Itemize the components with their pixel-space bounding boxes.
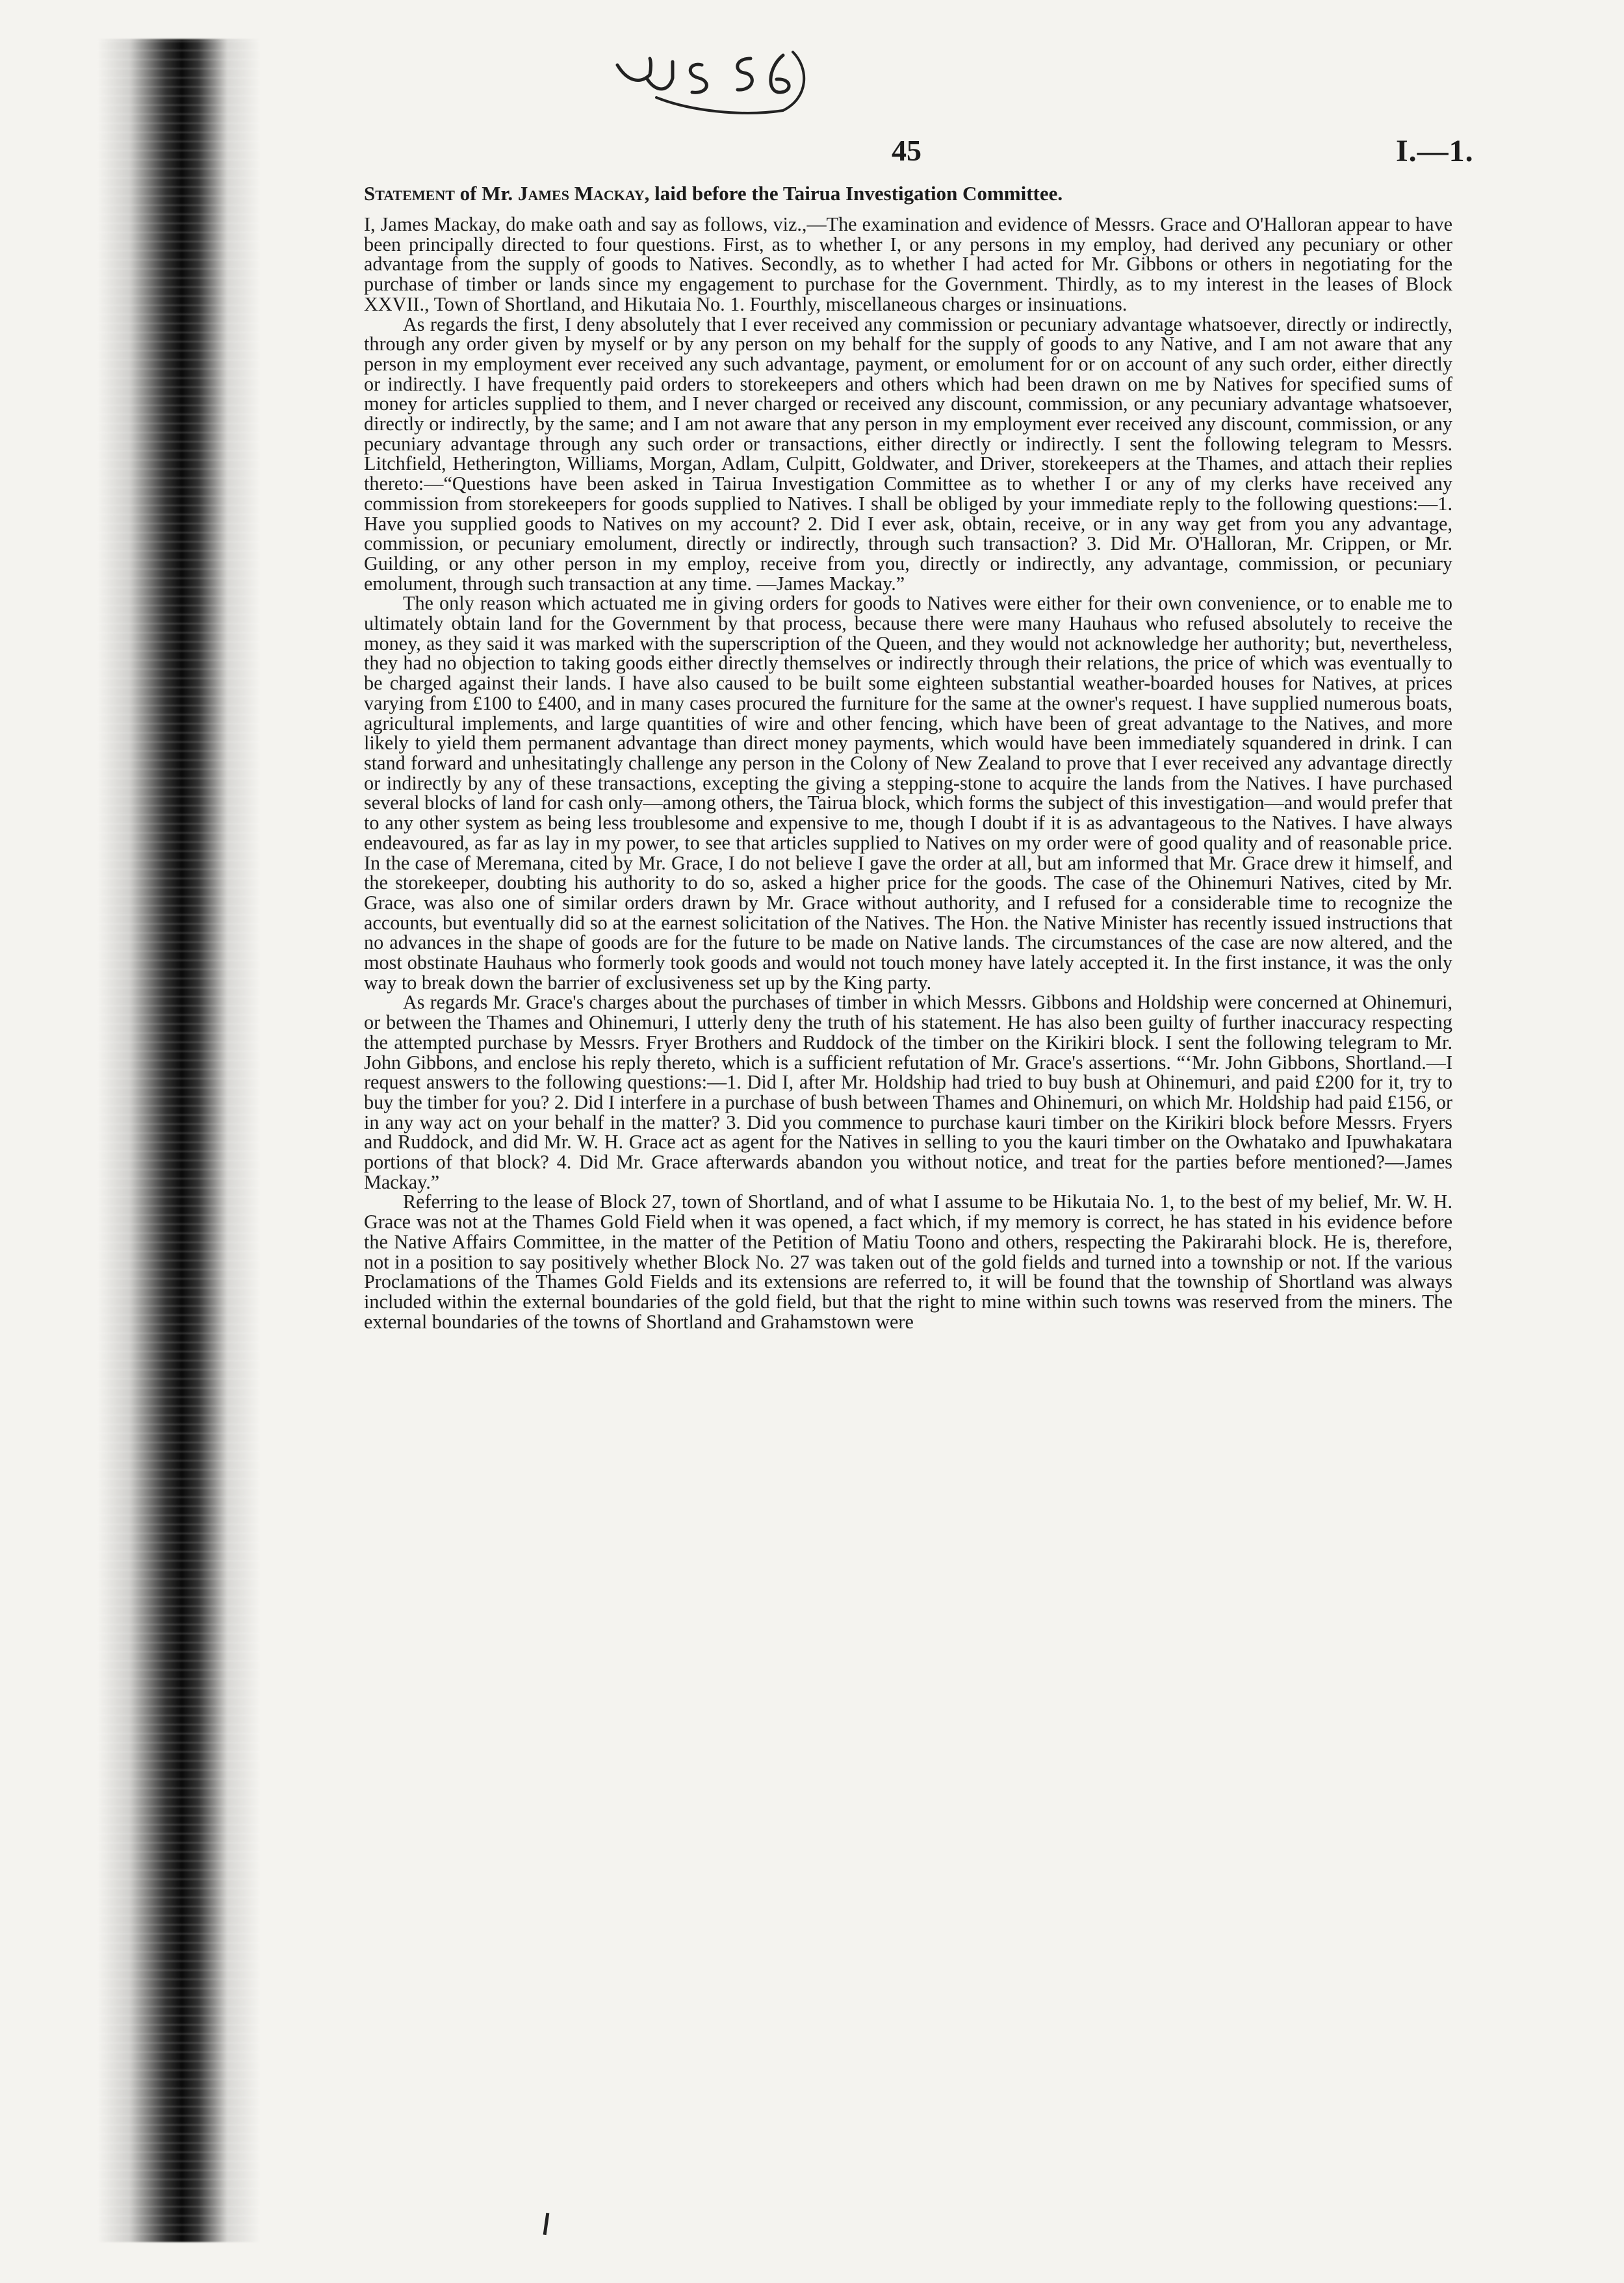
document-reference: I.—1. xyxy=(1396,134,1474,168)
paragraph-first-question: As regards the first, I deny absolutely that I ever received any commission or pecuniary advantage whatsoever, directly or indirectly, through any order given by myself or by any person on my behalf for the supply of goods to any Native, and I am not aware that any person in my employment ever received any such advantage, payment, or emolument for or on account of any such order, either directly or indirectly. I have frequently paid orders to storekeepers and others which had been drawn on me by Natives for specified sums of money for articles supplied to them, and I never charged or received any discount, commission, or any pecuniary advantage whatsoever, directly or indirectly, by the same; and I am not aware that any person in my employment ever received any discount, commission, or any pecuniary advantage through any such order or transactions, either directly or indirectly. I sent the following telegram to Messrs. Litchfield, Hetherington, Williams, Morgan, Adlam, Culpitt, Goldwater, and Driver, storekeepers at the Thames, and attach their replies thereto:—“Questions have been asked in Tairua Investigation Committee as to whether I or any of my clerks have received any commission from storekeepers for goods supplied to Natives. I shall be obliged by your immediate reply to the following questions:—1. Have you supplied goods to Natives on my account? 2. Did I ever ask, obtain, receive, or in any way get from you any advantage, commission, or pecuniary emolument, directly or indirectly, through such transaction? 3. Did Mr. O'Halloran, Mr. Crippen, or Mr. Guilding, or any other person in my employ, receive from you, directly or indirectly, any advantage, commission, or pecuniary emolument, through such transaction at any time. —James Mackay.” xyxy=(364,313,1452,595)
scanned-binding-edge xyxy=(97,39,260,2242)
scan-mark xyxy=(543,2213,550,2235)
paragraph-goods-orders: The only reason which actuated me in giving orders for goods to Natives were either for their own convenience, or to enable me to ultimately obtain land for the Government by that process, because there were many Hauhaus who refused absolutely to receive the money, as they said it was marked with the superscription of the Queen, and they would not acknowledge her authority; but, nevertheless, they had no objection to taking goods either directly themselves or indirectly through their relations, the price of which was eventually to be charged against their lands. I have also caused to be built some eighteen substantial weather-boarded houses for Natives, at prices varying from £100 to £400, and in many cases procured the furniture for the same at the owner's request. I have supplied numerous boats, agricultural implements, and large quantities of wire and other fencing, which have been of great advantage to the Natives, and more likely to yield them permanent advantage than direct money payments, which would have been immediately squandered in drink. I can stand forward and unhesitatingly challenge any person in the Colony of New Zealand to prove that I ever received any advantage directly or indirectly by any of these transactions, excepting the giving a stepping-stone to acquire the lands from the Natives. I have purchased several blocks of land for cash only—among others, the Tairua block, which forms the subject of this investigation—and would prefer that to any other system as being less troublesome and expensive to me, though I doubt if it is as advantageous to the Natives. I have always endeavoured, as far as lay in my power, to see that articles supplied to Natives on my order were of good quality and of reasonable price. In the case of Meremana, cited by Mr. Grace, I do not believe I gave the order at all, but am informed that Mr. Grace drew it himself, and the storekeeper, doubting his authority to do so, asked a higher price for the goods. The case of the Ohinemuri Natives, cited by Mr. Grace, was also one of similar orders drawn by Mr. Grace without authority, and I refused for a considerable time to recognize the accounts, but eventually did so at the earnest solicitation of the Natives. The Hon. the Native Minister has recently issued instructions that no advances in the shape of goods are for the future to be made on Native lands. The circumstances of the case are now altered, and the most obstinate Hauhaus who formerly took goods and would not touch money have lately accepted it. In the first instance, it was the only way to break down the barrier of exclusiveness set up by the King party. xyxy=(364,592,1452,994)
paragraph-timber-charges: As regards Mr. Grace's charges about the purchases of timber in which Messrs. Gibbons and Holdship were concerned at Ohinemuri, or between the Thames and Ohinemuri, I utterly deny the truth of his statement. He has also been guilty of further inaccuracy respecting the attempted purchase by Messrs. Fryer Brothers and Ruddock of the timber on the Kirikiri block. I sent the following telegram to Mr. John Gibbons, and enclose his reply thereto, which is a sufficient refutation of Mr. Grace's assertions. “‘Mr. John Gibbons, Shortland.—I request answers to the following questions:—1. Did I, after Mr. Holdship had tried to buy bush at Ohinemuri, and paid £200 for it, try to buy the timber for you? 2. Did I interfere in a purchase of bush between Thames and Ohinemuri, on which Mr. Holdship had paid £156, or in any way act on your behalf in the matter? 3. Did you commence to purchase kauri timber on the Kirikiri block before Messrs. Fryers and Ruddock, and did Mr. W. H. Grace act as agent for the Natives in selling to you the kauri timber on the Owhatako and Ipuwhakatara portions of that block? 4. Did Mr. Grace afterwards abandon you without notice, and treat for the parties before mentioned?—James Mackay.” xyxy=(364,991,1452,1193)
handwritten-shelfmark xyxy=(611,45,819,117)
paragraph-block-27-lease: Referring to the lease of Block 27, town of Shortland, and of what I assume to be Hikutaia No. 1, to the best of my belief, Mr. W. H. Grace was not at the Thames Gold Field when it was opened, a fact which, if my memory is correct, he has stated in his evidence before the Native Affairs Committee, in the matter of the Petition of Matiu Toono and others, respecting the Pakirarahi block. He is, therefore, not in a position to say positively whether Block No. 27 was taken out of the gold fields and turned into a township or not. If the various Proclamations of the Thames Gold Fields and its extensions are referred to, it will be found that the township of Shortland was always included within the external boundaries of the gold field, but that the right to mine within such towns was reserved from the miners. The external boundaries of the towns of Shortland and Grahamstown were xyxy=(364,1191,1452,1333)
title-name: James Mackay xyxy=(517,182,645,205)
title-lead: Statement xyxy=(364,182,455,205)
title-text-1: of Mr. xyxy=(454,182,518,205)
statement-title xyxy=(364,182,1599,205)
paragraph-oath: I, James Mackay, do make oath and say as follows, viz.,—The examination and evidence of Messrs. Grace and O'Halloran appear to have been principally directed to four questions. First, as to whether I, or any persons in my employ, had derived any pecuniary or other advantage from the supply of goods to Natives. Secondly, as to whether I had acted for Mr. Gibbons or others in negotiating for the purchase of timber or lands since my engagement to purchase for the Government. Thirdly, as to my interest in the leases of Block XXVII., Town of Shortland, and Hikutaia No. 1. Fourthly, miscellaneous charges or insinuations. xyxy=(364,213,1452,315)
title-text-2: , laid before the Tairua Investigation Committee. xyxy=(644,182,1063,205)
page-number: 45 xyxy=(892,134,922,167)
statement-body xyxy=(364,214,1452,1332)
